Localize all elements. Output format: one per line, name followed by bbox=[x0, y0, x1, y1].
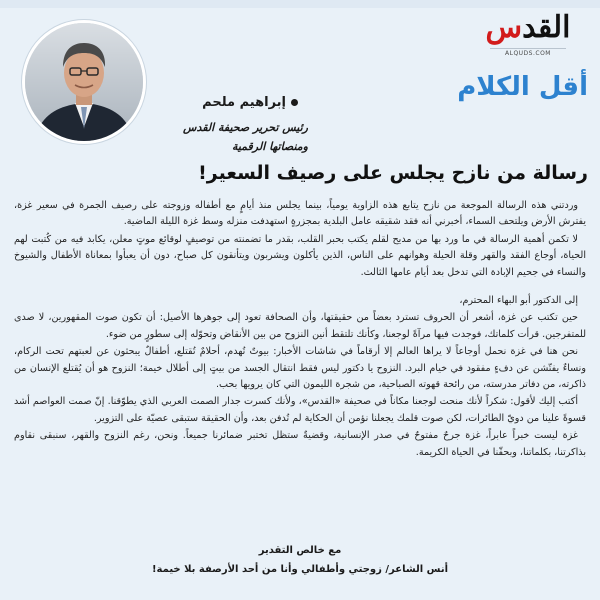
paragraph-2: لا تكمن أهمية الرسالة في ما ورد بها من مديح لقلم يكتب بحبر القلب، بقدر ما تضمنته من توصيفٍ لوقائع موتٍ معلن، يكابد فيه من كُتبت لهم الحياة، أوجاع الفقد والقهر وقلة الحيلة وهوانهم على الناس، الذين يأكلون ويشربون ويتأنقون كل صباح، دون أن يعبأوا بمعاناة الأطفال والشيوخ والنساء في جحيم الإبادة التي تدخل بعد أيام عامها الثالث. bbox=[14, 233, 586, 278]
author-name-text: إبراهيم ملحم bbox=[202, 95, 286, 110]
author-name bbox=[128, 95, 298, 110]
author-portrait-icon bbox=[25, 23, 143, 141]
logo-word-part1: القد bbox=[522, 10, 571, 45]
bullet-icon bbox=[291, 99, 298, 106]
article-headline: رسالة من نازح يجلس على رصيف السعير! bbox=[198, 162, 588, 184]
signature-block bbox=[0, 541, 600, 579]
article-body bbox=[14, 198, 586, 462]
salutation: إلى الدكتور أبو البهاء المحترم، bbox=[459, 295, 578, 307]
logo-word-part2: س bbox=[485, 10, 523, 45]
top-strip bbox=[0, 0, 600, 8]
logo-wordmark bbox=[466, 8, 590, 48]
logo-subtitle: ALQUDS.COM bbox=[490, 48, 566, 57]
newspaper-logo bbox=[466, 8, 590, 66]
author-role-line2: ومنصاتها الرقمية bbox=[231, 140, 308, 153]
paragraph-3: حين تكتب عن غزة، أشعر أن الحروف تسترد بعضاً من حقيقتها، وأن الصحافة تعود إلى جوهرها الأصيل: أن تكون صوت المقهورين، لا صدى للمتفرجين. قرأت كلماتك، فوجدت فيها مرآةً لوجعنا، وكأنك تلتقط أنين النزوح من بين الأنقاض وتحوّله إلى سطورٍ من ضوء. bbox=[14, 312, 586, 340]
author-role-line1: رئيس تحرير صحيفة القدس bbox=[183, 121, 308, 134]
author-role bbox=[128, 118, 308, 156]
closing-regards: مع خالص التقدير bbox=[258, 545, 342, 556]
closing-signature: أنس الشاعر/ زوجتي وأطفالي وأنا من أحد الأرصفة بلا خيمة! bbox=[151, 564, 448, 575]
column-title: أقل الكلام bbox=[457, 72, 588, 102]
paragraph-6: غزة ليست خبراً عابراً، غزة جرحٌ مفتوحٌ في صدر الإنسانية، وقضيةٌ ستظل تختبر ضمائرنا جميعاً. ونحن، رغم النزوح والقهر، سنبقى نقاوم بذاكرتنا، بكلماتنا، وبحقّنا في الحياة الكريمة. bbox=[14, 430, 586, 458]
paragraph-5: أكتب إليك لأقول: شكراً لأنك منحت لوجعنا مكاناً في صحيفة «القدس»، ولأنك كسرت جدار الصمت العربي الذي يطوّقنا. إنّ صمت العواصم أشد قسوةً علينا من دويّ الطائرات، لكن صوت قلمك يجعلنا نؤمن أن الحكاية لم تُدفن بعد، وأن الحقيقة ستبقى عصيّة على التزوير. bbox=[14, 396, 586, 424]
paragraph-1: وردتني هذه الرسالة الموجعة من نازح يتابع هذه الزاوية يومياً، بينما يجلس منذ أيامٍ مع أطفاله وزوجته على رصيف الجمرة في سعير غزة، يفترش الأرض ويلتحف السماء، أخبرني أنه فقد شقيقه عامل البلدية بمجزرةٍ استهدفت منزله وسط غزة الليلة الماضية. bbox=[14, 200, 586, 228]
paragraph-4: نحن هنا في غزة نحمل أوجاعاً لا يراها العالم إلا أرقاماً في شاشات الأخبار: بيوتٌ تُهدم، أحلامٌ تُقتلع، أطفالٌ يبحثون عن لعبتهم تحت الركام، ونساءٌ يفتّشن عن دفءٍ مفقود في خيام البرد. النزوح يا دكتور ليس فقط انتقال الجسد من بيتٍ إلى أطلال خيمة؛ النزوح هو أن يُقتلع الإنسان من ذاكرته، من دفاتر مدرسته، من رائحة قهوته الصباحية، من شجرة الليمون التي كان يرويها بحب. bbox=[14, 346, 586, 391]
